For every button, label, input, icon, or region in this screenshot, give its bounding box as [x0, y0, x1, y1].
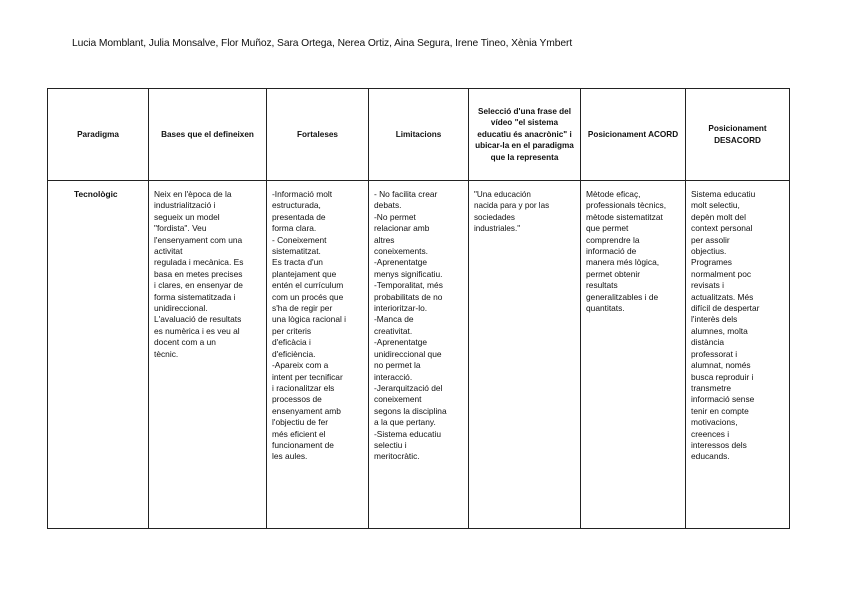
cell-line: coneixement: [374, 394, 422, 405]
cell-line: selectiu i: [374, 439, 407, 450]
cell-line: forma sistematitzada i: [154, 291, 236, 302]
cell-line: més eficient el: [272, 428, 326, 439]
cell-line: estructurada,: [272, 200, 321, 211]
cell-line: Neix en l'època de la: [154, 189, 232, 199]
cell-line: professorat i: [691, 348, 738, 359]
cell-line: interessos dels: [691, 439, 747, 450]
cell-line: i racionalitzar els: [272, 382, 335, 393]
cell-line: - Coneixement: [272, 234, 327, 245]
cell-line: menys significatiu.: [374, 268, 443, 279]
paradigm-table: [47, 88, 790, 529]
cell-line: entén el currículum: [272, 280, 344, 291]
header-bases: Bases que el defineixen: [149, 89, 267, 181]
cell-limitacions: [369, 181, 469, 529]
cell-line: relacionar amb: [374, 223, 430, 234]
cell-line: generalitzables i de: [586, 291, 659, 302]
cell-line: informació sense: [691, 394, 755, 405]
cell-line: -Temporalitat, més: [374, 280, 443, 291]
cell-bases: [149, 181, 267, 529]
cell-fortaleses: [267, 181, 369, 529]
header-fortaleses: Fortaleses: [267, 89, 369, 181]
cell-line: context personal: [691, 223, 753, 234]
cell-line: depèn molt del: [691, 211, 746, 222]
cell-line: basa en metes precises: [154, 268, 243, 279]
cell-line: industrialització i: [154, 200, 216, 211]
cell-line: -Manca de: [374, 314, 414, 325]
cell-line: altres: [374, 234, 395, 245]
cell-line: forma clara.: [272, 223, 317, 234]
cell-line: plantejament que: [272, 268, 337, 279]
header-desacord: Posicionament DESACORD: [686, 89, 790, 181]
cell-line: actualitzats. Més: [691, 291, 754, 302]
cell-line: unidireccional.: [154, 303, 208, 314]
cell-line: Programes: [691, 257, 732, 268]
cell-line: una lògica racional i: [272, 314, 347, 325]
cell-line: a la que pertany.: [374, 417, 436, 428]
cell-line: probabilitats de no: [374, 291, 443, 302]
cell-line: normalment poc: [691, 268, 752, 279]
cell-line: s'ha de regir per: [272, 303, 333, 314]
cell-line: no permet la: [374, 360, 421, 371]
cell-line: d'eficiència.: [272, 348, 316, 359]
cell-line: molt selectiu,: [691, 200, 740, 211]
cell-line: professionals tècnics,: [586, 200, 667, 211]
table-row: [48, 181, 790, 529]
cell-line: sociedades: [474, 212, 515, 222]
cell-line: -Aprenentatge: [374, 257, 428, 268]
cell-line: coneixements.: [374, 246, 428, 257]
cell-line: Es tracta d'un: [272, 257, 323, 268]
cell-line: quantitats.: [586, 303, 625, 314]
cell-line: "Una educación: [474, 190, 531, 199]
cell-line: debats.: [374, 200, 402, 211]
cell-line: alumnes, molta: [691, 325, 748, 336]
cell-line: distància: [691, 337, 725, 348]
cell-line: interioritzar-lo.: [374, 303, 428, 314]
cell-acord: [581, 181, 686, 529]
cell-line: resultats: [586, 280, 618, 291]
cell-line: difícil de despertar: [691, 303, 760, 314]
cell-line: objectius.: [691, 246, 727, 257]
cell-paradigma: Tecnològic: [48, 181, 149, 529]
cell-line: meritocràtic.: [374, 451, 420, 462]
cell-line: docent com a un: [154, 337, 216, 348]
cell-line: manera més lògica,: [586, 257, 660, 268]
cell-line: per assolir: [691, 234, 730, 245]
cell-line: funcionament de: [272, 439, 334, 450]
cell-line: transmetre: [691, 382, 732, 393]
cell-line: -No permet: [374, 211, 416, 222]
cell-line: activitat: [154, 246, 183, 257]
cell-line: tenir en compte: [691, 405, 749, 416]
header-limitacions: Limitacions: [369, 89, 469, 181]
cell-line: presentada de: [272, 211, 326, 222]
cell-line: sistematitzat.: [272, 246, 321, 257]
header-frase: Selecció d'una frase del vídeo "el sistema educatiu és anacrònic" i ubicar-la en el paradigma que la representa: [469, 89, 581, 181]
cell-line: Mètode eficaç,: [586, 189, 641, 199]
cell-line: nacida para y por las: [474, 201, 550, 211]
cell-line: mètode sistematitzat: [586, 211, 663, 222]
cell-line: intent per tecnificar: [272, 371, 343, 382]
cell-line: - No facilita crear: [374, 189, 438, 199]
cell-line: d'eficàcia i: [272, 337, 311, 348]
cell-line: creences i: [691, 428, 730, 439]
cell-line: revisats i: [691, 280, 725, 291]
cell-line: segons la disciplina: [374, 405, 447, 416]
cell-line: educands.: [691, 451, 730, 462]
cell-line: processos de: [272, 394, 322, 405]
cell-desacord: [686, 181, 790, 529]
cell-line: Sistema educatiu: [691, 189, 756, 199]
cell-line: comprendre la: [586, 234, 640, 245]
header-row: [48, 89, 790, 181]
cell-line: per criteris: [272, 325, 312, 336]
cell-line: permet obtenir: [586, 268, 640, 279]
cell-line: -Informació molt: [272, 189, 333, 199]
cell-line: L'avaluació de resultats: [154, 314, 242, 325]
cell-line: creativitat.: [374, 325, 413, 336]
header-paradigma: Paradigma: [48, 89, 149, 181]
cell-line: interacció.: [374, 371, 413, 382]
cell-line: es numèrica i es veu al: [154, 325, 240, 336]
authors-line: Lucia Momblant, Julia Monsalve, Flor Muñoz, Sara Ortega, Nerea Ortiz, Aina Segura, Irene Tineo, Xènia Ymbert: [72, 38, 573, 49]
cell-line: ensenyament amb: [272, 405, 341, 416]
cell-line: industriales.": [474, 224, 521, 234]
cell-line: les aules.: [272, 451, 308, 462]
cell-line: alumnat, només: [691, 360, 751, 371]
cell-line: -Sistema educatiu: [374, 428, 442, 439]
cell-line: motivacions,: [691, 417, 738, 428]
cell-line: "fordista". Veu: [154, 223, 207, 234]
header-acord: Posicionament ACORD: [581, 89, 686, 181]
cell-line: segueix un model: [154, 211, 220, 222]
cell-line: l'interès dels: [691, 314, 738, 325]
cell-line: unidireccional que: [374, 348, 442, 359]
cell-line: i clares, en ensenyar de: [154, 280, 243, 291]
cell-line: -Jerarquització del: [374, 382, 443, 393]
cell-frase: [469, 181, 581, 529]
cell-line: que permet: [586, 223, 629, 234]
cell-line: l'ensenyament com una: [154, 234, 243, 245]
cell-line: informació de: [586, 246, 637, 257]
cell-line: com un procés que: [272, 291, 344, 302]
cell-line: l'objectiu de fer: [272, 417, 329, 428]
cell-line: -Apareix com a: [272, 360, 329, 371]
cell-line: busca reproduir i: [691, 371, 754, 382]
cell-line: regulada i mecànica. Es: [154, 257, 244, 268]
cell-line: tècnic.: [154, 348, 179, 359]
cell-line: -Aprenentatge: [374, 337, 428, 348]
